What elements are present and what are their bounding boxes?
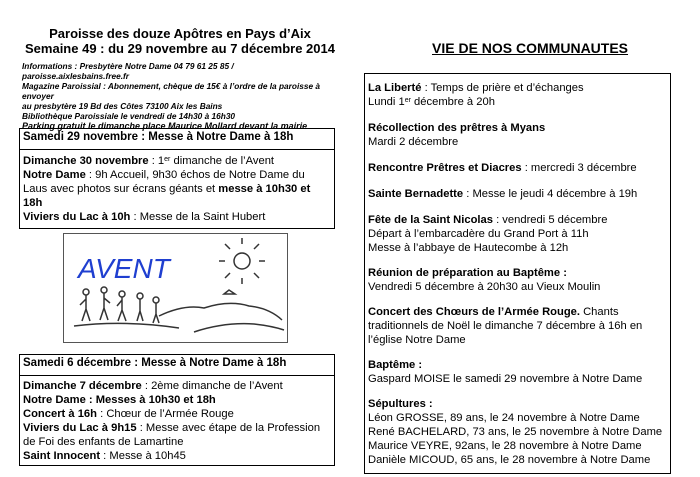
info-line: paroisse.aixlesbains.free.fr	[22, 71, 129, 81]
week2-heading: Samedi 6 décembre : Messe à Notre Dame à 18h	[23, 357, 287, 369]
item-recollection: Récollection des prêtres à Myans	[368, 122, 546, 134]
avent-image	[63, 233, 288, 343]
list-item: Léon GROSSE, 89 ans, le 24 novembre à Notre Dame	[368, 412, 640, 424]
item-nicolas: Fête de la Saint Nicolas : vendredi 5 décembre	[368, 214, 608, 226]
communities-box	[364, 73, 671, 474]
item-bernadette: Sainte Bernadette : Messe le jeudi 4 décembre à 19h	[368, 188, 638, 200]
info-line: Bibliothèque Paroissiale le vendredi de 14h30 à 16h30	[22, 111, 236, 121]
communities-body: La Liberté : Temps de prière et d’échanges Lundi 1er décembre à 20h Récollection des prêtres à Myans Mardi 2 décembre Rencontre Prêtres et Diacres : mercredi 3 décembre Sainte Bernadette : Messe le jeudi 4 décembre à 19h Fête de la Saint Nicolas : vendredi 5 décembre Départ à l’embarcadère du Grand Port à 11h Messe à l’abbaye de Hautecombe à 12h Réunion de préparation au Baptême : Vendredi 5 décembre à 20h30 au Vieux Moulin Concert des Chœurs de l’Armée Rouge. Chants traditionnels de Noël le dimanche 7 décembre à 16h en l’église Notre Dame Baptême : Gaspard MOISE le samedi 29 novembre à Notre Dame Sépultures : Léon GROSSE, 89 ans, le 24 novembre à Notre Dame René BACHELARD, 73 ans, le 25 novembre à Notre Dame Maurice VEYRE, 92ans, le 28 novembre à Notre Dame Danièle MICOUD, 65 ans, le 28 novembre à Notre Dame	[368, 81, 668, 467]
week2-body: Dimanche 7 décembre : 2ème dimanche de l’Avent Notre Dame : Messes à 10h30 et 18h Concert à 16h : Chœur de l’Armée Rouge Viviers du Lac à 9h15 : Messe avec étape de la Profession de Foi des enfants de Lamartine Saint Innocent : Messe à 10h45	[23, 380, 321, 462]
week1-body: Dimanche 30 novembre : 1er dimanche de l’Avent Notre Dame : 9h Accueil, 9h30 échos de Notre Dame du Laus avec photos sur écrans géants et messe à 10h30 et 18h Viviers du Lac à 10h : Messe de la Saint Hubert	[23, 155, 311, 223]
people-icon	[74, 287, 179, 328]
divider	[20, 149, 334, 150]
week2-viviers-label: Viviers du Lac à 9h15	[23, 422, 137, 434]
week1-box	[19, 128, 335, 229]
week2-sunday-label: Dimanche 7 décembre	[23, 380, 142, 392]
parish-title: Paroisse des douze Apôtres en Pays d’Aix	[49, 26, 311, 41]
week1-nd-label: Notre Dame	[23, 169, 86, 181]
info-line: Informations : Presbytère Notre Dame 04 79 61 25 85 /	[22, 61, 234, 71]
item-sepultures: Sépultures :	[368, 398, 433, 410]
list-item: Maurice VEYRE, 92ans, le 28 novembre à Notre Dame	[368, 440, 642, 452]
list-item: Danièle MICOUD, 65 ans, le 28 novembre à Notre Dame	[368, 454, 651, 466]
avent-label: AVENT	[78, 253, 170, 284]
info-line: Magazine Paroissial : Abonnement, chèque de 15€ à l’ordre de la paroisse à envoyer	[22, 81, 321, 101]
week2-concert-label: Concert à 16h	[23, 408, 97, 420]
item-bapteme: Baptême :	[368, 359, 423, 371]
communities-title: VIE DE NOS COMMUNAUTES	[432, 40, 629, 56]
parking-note: Parking gratuit le dimanche place Maurice Mollard devant la mairie	[22, 121, 308, 131]
divider	[20, 375, 334, 376]
item-liberte: La Liberté : Temps de prière et d’échanges	[368, 82, 584, 94]
week-subtitle: Semaine 49 : du 29 novembre au 7 décembre 2014	[25, 41, 335, 56]
week2-saint-innocent-label: Saint Innocent	[23, 450, 101, 462]
week1-heading: Samedi 29 novembre : Messe à Notre Dame à 18h	[23, 131, 294, 143]
list-item: René BACHELARD, 73 ans, le 25 novembre à Notre Dame	[368, 426, 663, 438]
info-block	[22, 61, 352, 131]
week2-nd-label: Notre Dame : Messes à 10h30 et 18h	[23, 394, 216, 406]
sun-icon	[219, 238, 265, 284]
week2-box	[19, 354, 335, 466]
item-rencontre: Rencontre Prêtres et Diacres : mercredi 3 décembre	[368, 162, 637, 174]
item-concert: Concert des Chœurs de l’Armée Rouge. Chants traditionnels de Noël le dimanche 7 décembre à 16h en l’église Notre Dame	[368, 306, 643, 346]
hills-icon	[159, 290, 284, 332]
item-bapteme-prep: Réunion de préparation au Baptême :	[368, 267, 567, 279]
week1-viviers-label: Viviers du Lac à 10h	[23, 211, 131, 223]
week1-sunday-label: Dimanche 30 novembre	[23, 155, 149, 167]
info-line: au presbytère 19 Bd des Côtes 73100 Aix les Bains	[22, 101, 223, 111]
